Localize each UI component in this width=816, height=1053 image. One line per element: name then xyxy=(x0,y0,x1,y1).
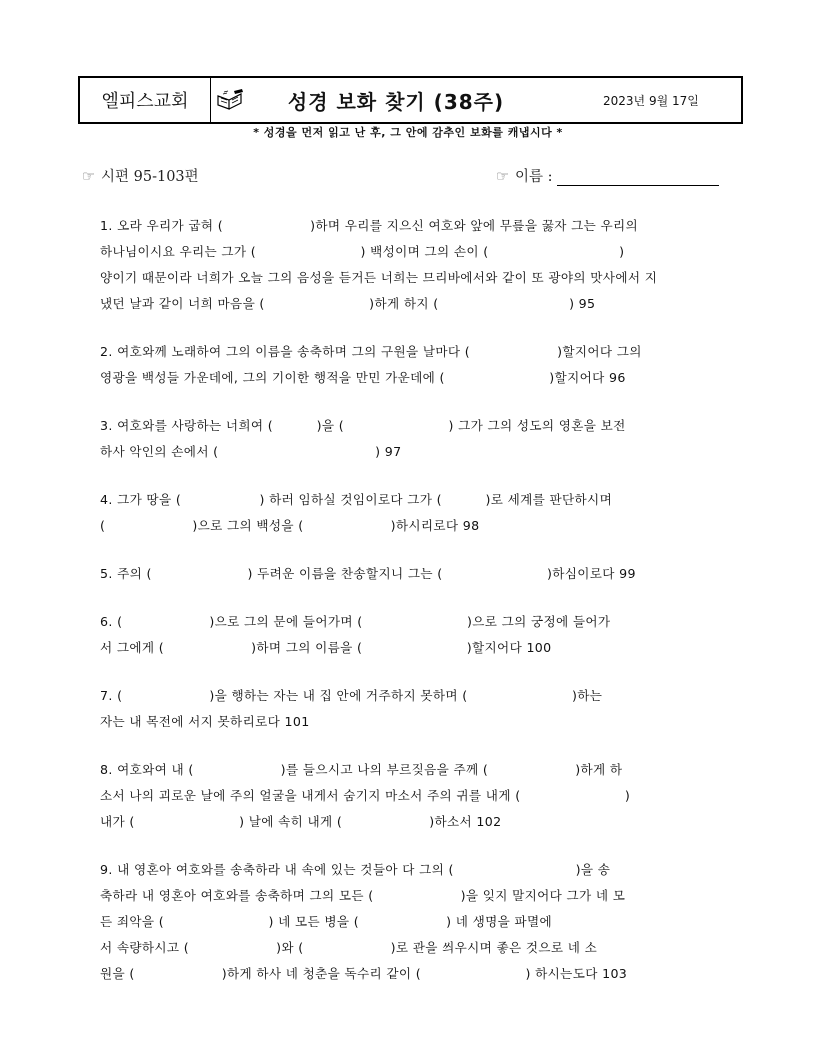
reference-label: 시편 95-103편 xyxy=(101,169,199,185)
question-item xyxy=(100,339,725,391)
question-item xyxy=(100,609,725,661)
question-line: 3. 여호와를 사랑하는 너희여 ( )을 ( ) 그가 그의 성도의 영혼을 보전 xyxy=(100,418,626,433)
name-blank-line[interactable] xyxy=(557,171,719,186)
open-bible-icon xyxy=(211,78,249,122)
question-item xyxy=(100,683,725,735)
question-item xyxy=(100,757,725,835)
church-name: 엘피스교회 xyxy=(80,78,211,122)
question-line: 내가 ( ) 날에 속히 내게 ( )하소서 102 xyxy=(100,814,502,829)
question-line: 5. 주의 ( ) 두려운 이름을 찬송할지니 그는 ( )하심이로다 99 xyxy=(100,566,636,581)
question-line: 원을 ( )하게 하사 네 청춘을 독수리 같이 ( ) 하시는도다 103 xyxy=(100,966,628,981)
worksheet-header xyxy=(78,76,743,124)
question-item xyxy=(100,561,725,587)
pointing-hand-icon: ☞ xyxy=(496,169,509,185)
question-line: 4. 그가 땅을 ( ) 하러 임하실 것임이로다 그가 ( )로 세계를 판단하시며 xyxy=(100,492,613,507)
scripture-reference xyxy=(82,165,199,186)
question-line: 8. 여호와여 내 ( )를 들으시고 나의 부르짖음을 주께 ( )하게 하 xyxy=(100,762,623,777)
question-item xyxy=(100,213,725,317)
question-line: 하사 악인의 손에서 ( ) 97 xyxy=(100,444,402,459)
question-line: 9. 내 영혼아 여호와를 송축하라 내 속에 있는 것들아 다 그의 ( )을 송 xyxy=(100,862,611,877)
question-line: 든 죄악을 ( ) 네 모든 병을 ( ) 네 생명을 파멸에 xyxy=(100,914,553,929)
question-item xyxy=(100,487,725,539)
worksheet-title: 성경 보화 찾기 (38주) xyxy=(287,89,505,114)
question-item xyxy=(100,857,725,987)
question-line: 냈던 날과 같이 너희 마음을 ( )하게 하지 ( ) 95 xyxy=(100,296,596,311)
question-line: 영광을 백성들 가운데에, 그의 기이한 행적을 만민 가운데에 ( )할지어다 96 xyxy=(100,370,626,385)
question-line: 1. 오라 우리가 굽혀 ( )하며 우리를 지으신 여호와 앞에 무릎을 꿇자 그는 우리의 xyxy=(100,218,639,233)
question-line: 소서 나의 괴로운 날에 주의 얼굴을 내게서 숨기지 마소서 주의 귀를 내게 ( ) xyxy=(100,788,631,803)
name-label: 이름 : xyxy=(515,169,553,185)
question-line: 2. 여호와께 노래하여 그의 이름을 송축하며 그의 구원을 날마다 ( )할지어다 그의 xyxy=(100,344,642,359)
name-field xyxy=(496,165,719,186)
question-line: 6. ( )으로 그의 문에 들어가며 ( )으로 그의 궁정에 들어가 xyxy=(100,614,611,629)
instruction-text: * 성경을 먼저 읽고 난 후, 그 안에 감추인 보화를 캐냅시다 * xyxy=(253,126,563,139)
question-list xyxy=(100,213,725,1009)
pointing-hand-icon: ☞ xyxy=(82,169,95,185)
question-line: 양이기 때문이라 너희가 오늘 그의 음성을 듣거든 너희는 므리바에서와 같이 또 광야의 맛사에서 지 xyxy=(100,270,658,285)
question-line: 축하라 내 영혼아 여호와를 송축하며 그의 모든 ( )을 잊지 말지어다 그가 네 모 xyxy=(100,888,626,903)
question-line: 자는 내 목전에 서지 못하리로다 101 xyxy=(100,714,310,729)
worksheet-date: 2023년 9월 17일 xyxy=(603,93,699,108)
question-line: ( )으로 그의 백성을 ( )하시리로다 98 xyxy=(100,518,480,533)
question-line: 7. ( )을 행하는 자는 내 집 안에 거주하지 못하며 ( )하는 xyxy=(100,688,603,703)
question-line: 하나님이시요 우리는 그가 ( ) 백성이며 그의 손이 ( ) xyxy=(100,244,625,259)
question-line: 서 그에게 ( )하며 그의 이름을 ( )할지어다 100 xyxy=(100,640,552,655)
question-line: 서 속량하시고 ( )와 ( )로 관을 씌우시며 좋은 것으로 네 소 xyxy=(100,940,598,955)
question-item xyxy=(100,413,725,465)
